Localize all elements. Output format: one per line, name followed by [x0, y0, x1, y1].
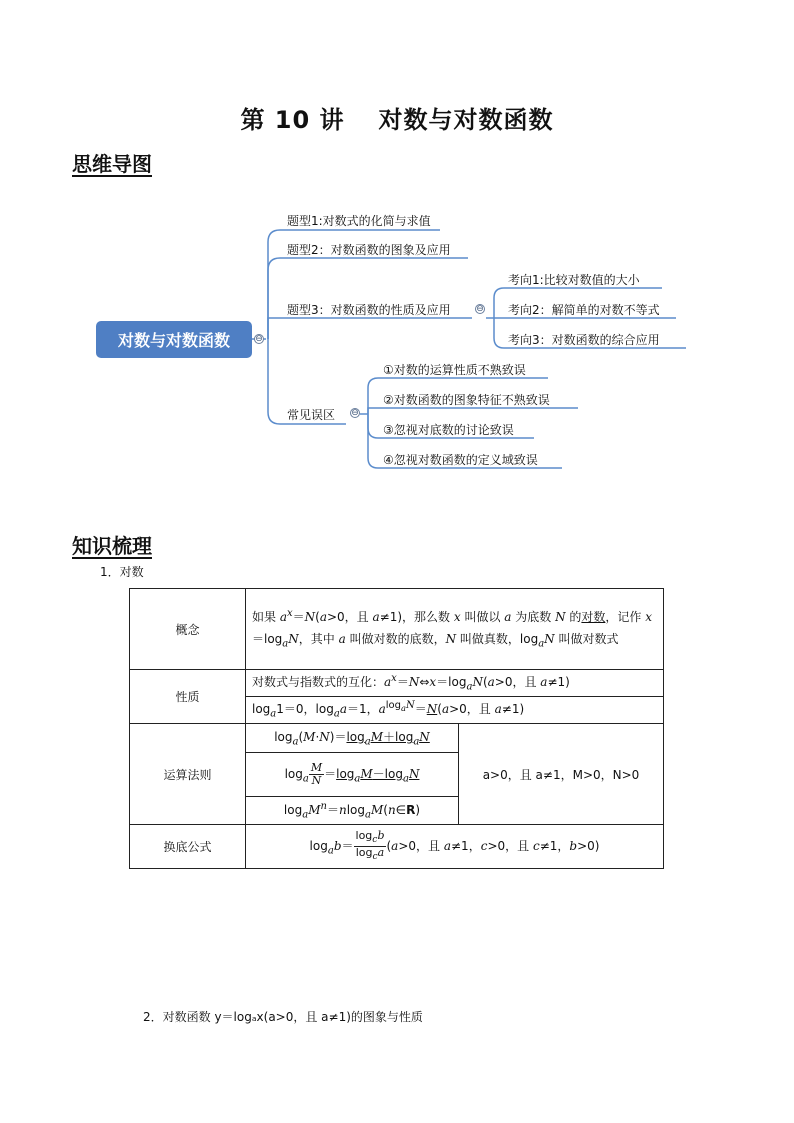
root-collapse-icon[interactable]: ⊖: [255, 334, 263, 344]
section-mindmap-heading: 思维导图: [72, 152, 152, 176]
mistake-4[interactable]: ④忽视对数函数的定义域致误: [383, 453, 538, 467]
rule-quotient: $\log_a$ $\frac{M}{N}$ $=\log_aM-\log_aN$: [246, 753, 459, 797]
concept-text: 如果 $a^x=N(a>0$，且 a≠1)，那么数 x 叫做以 a 为底数 N 的对数，记作 $x=\log_aN$，其中 a 叫做对数的底数，N 叫做真数，$\log_aN$ 叫做对数式: [246, 589, 664, 670]
rules-head: 运算法则: [130, 724, 246, 825]
mistake-2[interactable]: ②对数函数的图象特征不熟致误: [383, 393, 550, 407]
concept-head: 概念: [130, 589, 246, 670]
property-head: 性质: [130, 670, 246, 724]
branch-type3[interactable]: 题型3：对数函数的性质及应用: [287, 303, 451, 317]
section-knowledge-heading: 知识梳理: [72, 534, 152, 558]
property-exchange: 对数式与指数式的互化：$a^x=N\Leftrightarrow x=\log_aN(a>0$，且 a≠1): [246, 670, 664, 697]
change-formula: $\log_ab=$ $\frac{\log_cb}{\log_ca}$ (a>0，且 a≠1，c>0，且 c≠1，b>0): [246, 825, 664, 869]
type3-child-1[interactable]: 考向1:比较对数值的大小: [508, 273, 640, 287]
property-basic: $\log_a1=0$，$\log_aa=1$，$a^{log_aN}=N(a>0$，且 a≠1): [246, 697, 664, 724]
mindmap-connectors: [0, 0, 794, 520]
mistakes-collapse-icon[interactable]: ⊖: [351, 408, 359, 418]
branch-type2[interactable]: 题型2：对数函数的图象及应用: [287, 243, 451, 257]
rules-conditions: a>0，且 a≠1，M>0，N>0: [459, 724, 664, 825]
branch-mistakes[interactable]: 常见误区: [287, 408, 336, 422]
change-head: 换底公式: [130, 825, 246, 869]
mistake-3[interactable]: ③忽视对底数的讨论致误: [383, 423, 514, 437]
item-2-heading: 2．对数函数 y＝logₐx(a>0，且 a≠1)的图象与性质: [143, 1010, 423, 1024]
type3-collapse-icon[interactable]: ⊖: [476, 304, 484, 314]
item-1-heading: 1．对数: [100, 565, 144, 579]
type3-child-2[interactable]: 考向2：解简单的对数不等式: [508, 303, 660, 317]
mistake-1[interactable]: ①对数的运算性质不熟致误: [383, 363, 526, 377]
mindmap-root[interactable]: 对数与对数函数: [96, 321, 252, 358]
type3-child-3[interactable]: 考向3：对数函数的综合应用: [508, 333, 660, 347]
lecture-topic: 对数与对数函数: [378, 106, 554, 134]
branch-type1[interactable]: 题型1:对数式的化简与求值: [287, 214, 431, 228]
rule-power: $\log_aM^n=nlog_aM(n\in R)$: [246, 797, 459, 825]
lecture-number: 第 10 讲: [240, 106, 345, 134]
rule-product: $\log_a(M\cdot N)=\log_aM+\log_aN$: [246, 724, 459, 753]
logarithm-table: [129, 588, 664, 869]
